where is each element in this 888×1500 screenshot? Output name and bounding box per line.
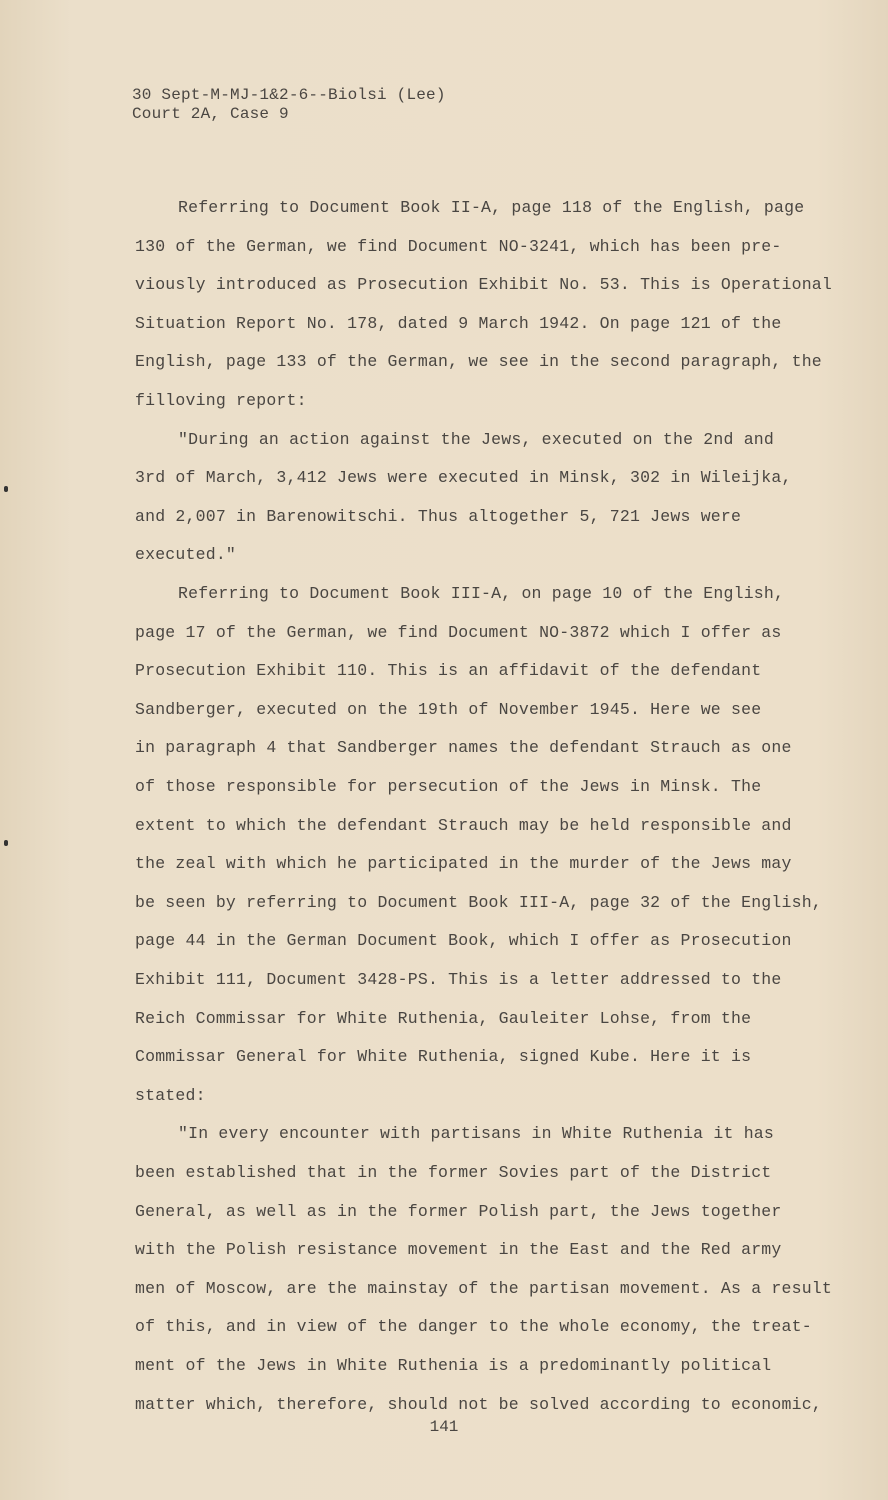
text-line: filloving report: [135, 391, 307, 410]
text-line: Commissar General for White Ruthenia, signed Kube. Here it is [135, 1047, 752, 1067]
text-line: and 2,007 in Barenowitschi. Thus altogether 5, 721 Jews were [135, 506, 742, 526]
text-line: Exhibit 111, Document 3428-PS. This is a letter addressed to the [135, 970, 782, 989]
text-line: "In every encounter with partisans in White Ruthenia it has [178, 1124, 774, 1144]
text-line: of those responsible for persecution of the Jews in Minsk. The [135, 777, 762, 796]
text-line: in paragraph 4 that Sandberger names the defendant Strauch as one [135, 738, 792, 758]
text-line: extent to which the defendant Strauch may be held responsible and [135, 815, 792, 835]
text-line: Sandberger, executed on the 19th of November 1945. Here we see [135, 699, 762, 719]
text-line: 3rd of March, 3,412 Jews were executed in Minsk, 302 in Wileijka, [135, 468, 792, 488]
text-line: men of Moscow, are the mainstay of the partisan movement. As a result [135, 1278, 833, 1298]
text-line: page 17 of the German, we find Document NO-3872 which I offer as [135, 622, 782, 642]
text-line: General, as well as in the former Polish part, the Jews together [135, 1201, 782, 1221]
text-line: with the Polish resistance movement in the East and the Red army [135, 1240, 782, 1260]
header-line-1: 30 Sept-M-MJ-1&2-6--Biolsi (Lee) [132, 86, 446, 104]
text-line: ment of the Jews in White Ruthenia is a predominantly political [135, 1356, 772, 1375]
punch-mark [4, 840, 8, 846]
page-number: 141 [429, 1418, 459, 1436]
text-line: stated: [135, 1085, 206, 1105]
text-line: English, page 133 of the German, we see in the second paragraph, the [135, 352, 822, 372]
text-line: Referring to Document Book II-A, page 118 of the English, page [178, 198, 805, 217]
text-line: viously introduced as Prosecution Exhibit No. 53. This is Operational [135, 275, 833, 295]
text-line: Referring to Document Book III-A, on page 10 of the English, [178, 584, 785, 603]
text-line: "During an action against the Jews, executed on the 2nd and [178, 429, 774, 449]
text-line: 130 of the German, we find Document NO-3241, which has been pre- [135, 236, 782, 256]
text-line: of this, and in view of the danger to the whole economy, the treat- [135, 1317, 812, 1337]
text-line: executed." [135, 545, 237, 565]
text-line: the zeal with which he participated in the murder of the Jews may [135, 854, 792, 874]
text-line: Prosecution Exhibit 110. This is an affidavit of the defendant [135, 661, 762, 681]
text-line: Reich Commissar for White Ruthenia, Gauleiter Lohse, from the [135, 1008, 752, 1028]
text-line: been established that in the former Sovies part of the District [135, 1163, 772, 1182]
text-line: page 44 in the German Document Book, which I offer as Prosecution [135, 931, 792, 951]
header-line-2: Court 2A, Case 9 [132, 105, 289, 123]
punch-mark [4, 486, 8, 492]
text-line: matter which, therefore, should not be solved according to economic, [135, 1394, 822, 1414]
text-line: Situation Report No. 178, dated 9 March 1942. On page 121 of the [135, 313, 782, 333]
text-line: be seen by referring to Document Book III-A, page 32 of the English, [135, 892, 822, 912]
